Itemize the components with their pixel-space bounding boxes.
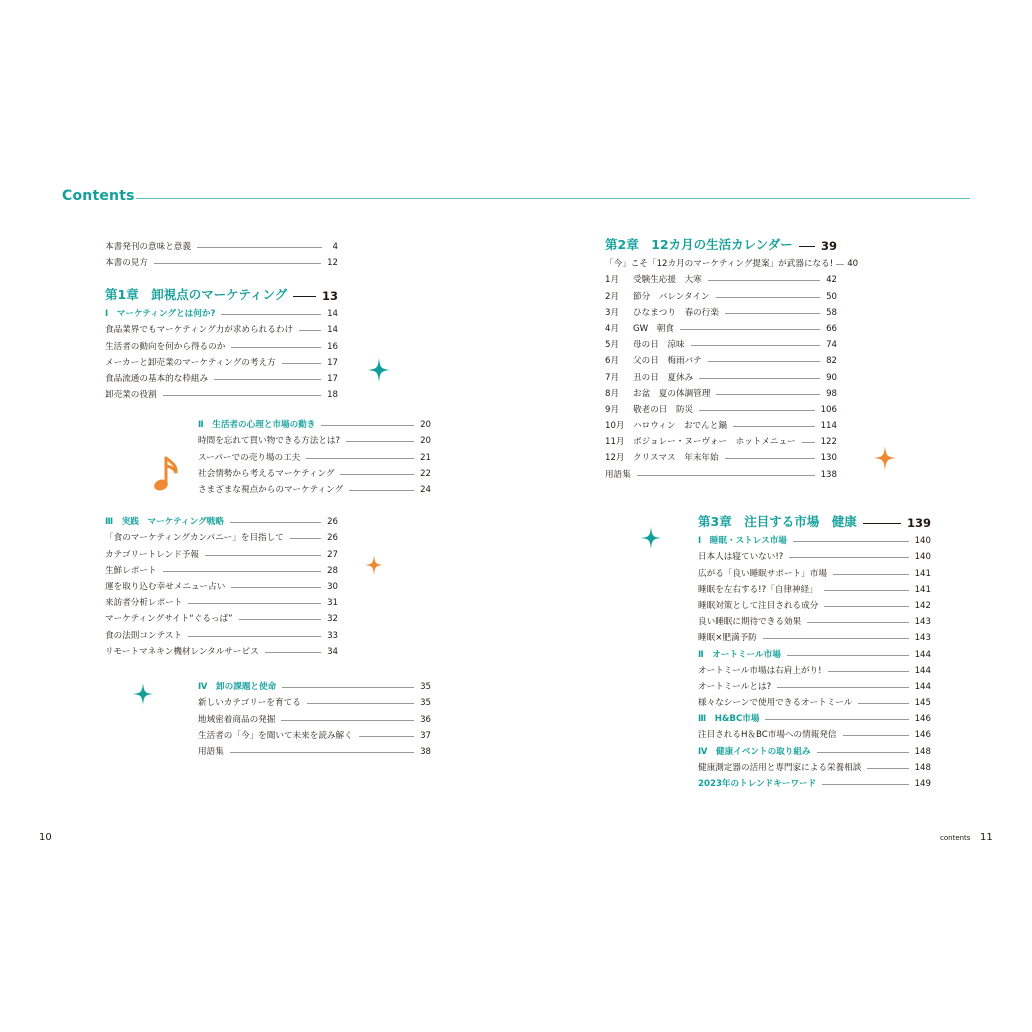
toc-label: 用語集 [198, 746, 224, 757]
leader [231, 347, 321, 348]
toc-page: 66 [826, 323, 837, 334]
month-label: 6月 [605, 356, 620, 367]
toc-section-row[interactable] [698, 740, 931, 756]
toc-page: 145 [914, 698, 931, 709]
toc-label: マーケティングサイト“ぐるっぱ” [105, 614, 233, 625]
leader [637, 475, 815, 476]
leader [708, 280, 820, 281]
toc-page: 144 [914, 649, 931, 660]
toc-label: 様々なシーンで使用できるオートミール [698, 698, 853, 709]
calendar-month-row[interactable] [605, 383, 837, 399]
toc-section-row[interactable] [105, 303, 338, 319]
toc-row[interactable] [105, 335, 338, 351]
leader [789, 557, 908, 558]
toc-section-row[interactable] [198, 414, 431, 430]
chapter2-page: 39 [820, 239, 837, 253]
leader [163, 571, 321, 572]
toc-label: オートミール市場は右肩上がり! [698, 665, 822, 676]
toc-row[interactable] [698, 676, 931, 692]
toc-page: 146 [914, 714, 931, 725]
leader [858, 703, 908, 704]
toc-label: 社会情勢から考えるマーケティング [198, 468, 335, 479]
toc-row[interactable] [198, 479, 431, 495]
toc-chapter2 [605, 232, 859, 480]
chapter3-heading[interactable] [698, 509, 931, 530]
leader [793, 541, 909, 542]
toc-label: 食の法則コンテスト [105, 630, 183, 641]
toc-label: 節分 バレンタイン [633, 291, 710, 302]
toc-page: 144 [914, 665, 931, 676]
leader [282, 687, 414, 688]
toc-page: 30 [327, 581, 338, 592]
toc-page: 31 [327, 598, 338, 609]
toc-row[interactable] [105, 624, 338, 640]
toc-intro [105, 236, 338, 268]
toc-page: 122 [820, 437, 837, 448]
chapter1-title: 第1章 卸視点のマーケティング [105, 287, 288, 302]
leader [787, 655, 909, 656]
toc-page: 35 [420, 698, 431, 709]
chapter2-intro[interactable] [605, 253, 859, 270]
sparkle-icon [641, 527, 661, 549]
toc-label: お盆 夏の体調管理 [633, 388, 711, 399]
toc-label: 食品流通の基本的な枠組み [105, 373, 209, 384]
calendar-month-row[interactable] [605, 415, 837, 431]
calendar-month-row[interactable] [605, 334, 837, 350]
toc-row[interactable] [698, 546, 931, 562]
toc-page: 58 [826, 307, 837, 318]
month-label: 7月 [605, 372, 620, 383]
toc-chapter1 [105, 282, 338, 400]
calendar-month-row[interactable] [605, 366, 837, 382]
toc-row[interactable] [105, 252, 338, 268]
toc-row[interactable] [105, 368, 338, 384]
toc-page: 4 [332, 242, 338, 253]
toc-label: 広がる「良い睡眠サポート」市場 [698, 568, 827, 579]
toc-page: 17 [327, 373, 338, 384]
calendar-month-row[interactable] [605, 285, 837, 301]
leader [716, 394, 820, 395]
leader [340, 474, 414, 475]
toc-label: クリスマス 年末年始 [633, 453, 719, 464]
leader [699, 410, 814, 411]
month-label: 3月 [605, 307, 620, 318]
toc-page: 140 [914, 552, 931, 563]
leader [699, 378, 820, 379]
leader [867, 768, 908, 769]
leader [197, 247, 322, 248]
toc-label: 睡眠を左右する!?「自律神経」 [698, 584, 818, 595]
toc-label: 日本人は寝ていない!? [698, 552, 784, 563]
leader [282, 363, 321, 364]
toc-row[interactable] [198, 692, 431, 708]
toc-label: オートミールとは? [698, 681, 772, 692]
toc-page: 90 [826, 372, 837, 383]
toc-row[interactable] [198, 446, 431, 462]
toc-page: 26 [327, 533, 338, 544]
calendar-month-row[interactable] [605, 302, 837, 318]
toc-label: 新しいカテゴリーを育てる [198, 698, 301, 709]
leader [346, 441, 414, 442]
month-label: 1月 [605, 275, 620, 286]
toc-row[interactable] [198, 463, 431, 479]
toc-page: 22 [420, 468, 431, 479]
toc-page: 141 [914, 584, 931, 595]
toc-label: 敬老の日 防災 [633, 404, 694, 415]
toc-page: 38 [420, 746, 431, 757]
toc-label: Ⅳ 健康イベントの取り組み [698, 746, 811, 757]
toc-page: 21 [420, 452, 431, 463]
calendar-month-row[interactable] [605, 269, 837, 285]
toc-chapter1-sec4 [198, 676, 431, 757]
calendar-month-row[interactable] [605, 318, 837, 334]
toc-row[interactable] [105, 608, 338, 624]
month-label: 12月 [605, 453, 625, 464]
toc-page: 50 [826, 291, 837, 302]
leader [307, 703, 414, 704]
toc-label: Ⅰ 睡眠・ストレス市場 [698, 536, 787, 547]
toc-row[interactable] [698, 692, 931, 708]
toc-label: 運を取り込む幸せメニュー占い [105, 581, 226, 592]
toc-page: 35 [420, 682, 431, 693]
leader [299, 330, 321, 331]
toc-row[interactable] [198, 725, 431, 741]
toc-page: 12 [327, 258, 338, 269]
toc-row[interactable] [105, 592, 338, 608]
leader [833, 574, 909, 575]
month-label: 5月 [605, 340, 620, 351]
toc-row[interactable] [698, 773, 931, 789]
leader [359, 736, 414, 737]
sparkle-icon [368, 358, 390, 382]
chapter3-page: 139 [906, 516, 931, 530]
leader [163, 395, 321, 396]
toc-label: 母の日 涼味 [633, 340, 685, 351]
toc-page: 37 [420, 730, 431, 741]
toc-label: Ⅰ マーケティングとは何か? [105, 309, 216, 320]
footer-contents-label: contents [940, 834, 971, 842]
toc-label: 卸売業の役割 [105, 390, 157, 401]
toc-label: Ⅱ 生活者の心理と市場の動き [198, 420, 316, 431]
toc-page: 26 [327, 517, 338, 528]
leader [836, 264, 844, 265]
toc-page: 114 [820, 421, 837, 432]
toc-row[interactable] [198, 430, 431, 446]
toc-row[interactable] [698, 757, 931, 773]
toc-label: さまざまな視点からのマーケティング [198, 484, 344, 495]
month-label: 2月 [605, 291, 620, 302]
chapter2-heading[interactable] [605, 232, 837, 253]
toc-label: 2023年のトレンドキーワード [698, 779, 817, 789]
toc-row[interactable] [105, 543, 338, 559]
toc-page: 74 [826, 340, 837, 351]
toc-section-row[interactable] [698, 530, 931, 546]
leader [349, 490, 414, 491]
toc-label: 用語集 [605, 469, 631, 480]
toc-section-row[interactable] [698, 708, 931, 724]
toc-page: 146 [914, 730, 931, 741]
calendar-month-row[interactable] [605, 431, 837, 447]
toc-page: 28 [327, 565, 338, 576]
toc-label: ボジョレー・ヌーヴォー ホットメニュー [633, 437, 796, 448]
toc-label: 「今」こそ「12カ月のマーケティング提案」が武器になる! [605, 259, 834, 270]
toc-row[interactable] [105, 384, 338, 400]
toc-label: GW 朝食 [633, 323, 674, 334]
toc-page: 141 [914, 568, 931, 579]
toc-label: ハロウィン おでんと鍋 [633, 421, 727, 432]
toc-page: 138 [820, 469, 837, 480]
toc-section-row[interactable] [105, 511, 338, 527]
leader [231, 587, 321, 588]
leader [777, 687, 908, 688]
toc-label: Ⅳ 卸の課題と使命 [198, 682, 277, 693]
toc-page: 24 [420, 484, 431, 495]
chapter1-heading[interactable] [105, 282, 338, 303]
toc-chapter1-sec3 [105, 511, 338, 657]
leader [828, 671, 909, 672]
leader [306, 458, 414, 459]
toc-page: 32 [327, 614, 338, 625]
leader [843, 735, 909, 736]
toc-row[interactable] [198, 741, 431, 757]
leader [765, 719, 908, 720]
toc-page: 143 [914, 617, 931, 628]
toc-label: 受験生応援 大寒 [633, 275, 702, 286]
leader [214, 379, 321, 380]
leader [824, 590, 909, 591]
toc-label: メーカーと卸売業のマーケティングの考え方 [105, 357, 276, 368]
toc-page: 18 [327, 390, 338, 401]
toc-page: 144 [914, 681, 931, 692]
leader [230, 522, 321, 523]
toc-row[interactable] [105, 319, 338, 335]
toc-label: ひなまつり 春の行楽 [633, 307, 719, 318]
toc-page: 148 [914, 746, 931, 757]
header-rule [136, 198, 970, 199]
toc-row[interactable] [698, 595, 931, 611]
toc-page: 36 [420, 714, 431, 725]
toc-label: 良い睡眠に期待できる効果 [698, 617, 802, 628]
toc-page: 14 [327, 309, 338, 320]
toc-label: 本書発刊の意味と意義 [105, 242, 191, 253]
toc-label: 地域密着商品の発掘 [198, 714, 276, 725]
toc-label: 生鮮レポート [105, 565, 157, 576]
chapter2-title: 第2章 12カ月の生活カレンダー [605, 237, 793, 252]
leader [239, 619, 321, 620]
toc-page: 27 [327, 549, 338, 560]
leader [733, 426, 815, 427]
toc-row[interactable] [105, 527, 338, 543]
leader [763, 638, 909, 639]
toc-row[interactable] [105, 352, 338, 368]
toc-page: 149 [914, 779, 931, 789]
leader [822, 784, 908, 785]
toc-row[interactable] [698, 611, 931, 627]
toc-label: 丑の日 夏休み [633, 372, 694, 383]
chapter2-glossary[interactable] [605, 463, 837, 479]
toc-label: スーパーでの売り場の工夫 [198, 452, 301, 463]
toc-page: 140 [914, 536, 931, 547]
toc-page: 14 [327, 325, 338, 336]
toc-label: 本書の見方 [105, 258, 148, 269]
sparkle-icon [365, 555, 383, 575]
toc-label: 生活者の「今」を聞いて未来を読み解く [198, 730, 353, 741]
leader [799, 246, 815, 247]
toc-label: 食品業界でもマーケティング力が求められるわけ [105, 325, 294, 336]
toc-row[interactable] [698, 660, 931, 676]
toc-row[interactable] [105, 576, 338, 592]
calendar-month-row[interactable] [605, 350, 837, 366]
toc-page: 130 [820, 453, 837, 464]
toc-page: 16 [327, 341, 338, 352]
toc-row[interactable] [105, 560, 338, 576]
leader [154, 263, 321, 264]
toc-label: 睡眠×肥満予防 [698, 633, 757, 644]
leader [708, 361, 820, 362]
toc-row[interactable] [198, 708, 431, 724]
leader [293, 296, 316, 297]
leader [725, 313, 820, 314]
leader [817, 752, 909, 753]
toc-label: 時間を忘れて買い物できる方法とは? [198, 436, 341, 447]
leader [221, 314, 321, 315]
toc-row[interactable] [105, 641, 338, 657]
leader [205, 555, 321, 556]
leader [807, 622, 908, 623]
toc-label: リモートマネキン機材レンタルサービス [105, 646, 259, 657]
toc-page: 98 [826, 388, 837, 399]
left-page-number: 10 [39, 832, 52, 843]
toc-section-row[interactable] [198, 676, 431, 692]
sparkle-icon [133, 683, 153, 705]
leader [230, 752, 414, 753]
leader [265, 652, 321, 653]
toc-row[interactable] [698, 562, 931, 578]
leader [281, 720, 414, 721]
toc-page: 33 [327, 630, 338, 641]
contents-title: Contents [62, 188, 135, 204]
toc-label: 「食のマーケティングカンパニー」を目指して [105, 533, 284, 544]
leader [716, 297, 820, 298]
toc-page: 34 [327, 646, 338, 657]
toc-label: 父の日 梅雨バテ [633, 356, 702, 367]
toc-label: カテゴリートレンド予報 [105, 549, 199, 560]
month-label: 10月 [605, 421, 625, 432]
sparkle-icon [874, 446, 896, 470]
leader [290, 538, 321, 539]
leader [725, 458, 815, 459]
toc-label: 生活者の動向を何から得るのか [105, 341, 226, 352]
month-label: 9月 [605, 404, 620, 415]
music-note-icon [152, 456, 182, 494]
toc-page: 20 [420, 436, 431, 447]
toc-row[interactable] [698, 579, 931, 595]
leader [188, 603, 321, 604]
chapter3-title: 第3章 注目する市場 健康 [698, 514, 857, 529]
toc-section-row[interactable] [698, 643, 931, 659]
toc-chapter3 [698, 509, 931, 789]
toc-page: 143 [914, 633, 931, 644]
toc-label: Ⅲ H&BC市場 [698, 714, 760, 725]
toc-row[interactable] [698, 724, 931, 740]
calendar-month-row[interactable] [605, 399, 837, 415]
toc-label: 健康測定器の活用と専門家による栄養相談 [698, 762, 862, 773]
toc-row[interactable] [105, 236, 338, 252]
toc-page: 17 [327, 357, 338, 368]
chapter1-page: 13 [321, 289, 338, 303]
toc-label: 注目されるH＆BC市場への情報発信 [698, 730, 837, 741]
leader [691, 345, 820, 346]
toc-page: 20 [420, 420, 431, 431]
leader [824, 606, 908, 607]
toc-page: 40 [847, 259, 859, 270]
toc-page: 106 [820, 404, 837, 415]
right-page-number: 11 [980, 832, 993, 843]
month-label: 8月 [605, 388, 620, 399]
leader [680, 329, 820, 330]
toc-label: 睡眠対策として注目される成分 [698, 600, 819, 611]
month-label: 11月 [605, 437, 625, 448]
toc-label: 来訪者分析レポート [105, 598, 183, 609]
toc-page: 42 [826, 275, 837, 286]
leader [863, 523, 901, 524]
toc-row[interactable] [698, 627, 931, 643]
month-label: 4月 [605, 323, 620, 334]
toc-chapter1-sec2 [198, 414, 431, 495]
toc-page: 148 [914, 762, 931, 773]
toc-page: 82 [826, 356, 837, 367]
leader [321, 425, 414, 426]
toc-label: Ⅱ オートミール市場 [698, 649, 781, 660]
calendar-month-row[interactable] [605, 447, 837, 463]
leader [802, 442, 815, 443]
leader [188, 636, 321, 637]
toc-label: Ⅲ 実践 マーケティング戦略 [105, 517, 224, 528]
toc-page: 142 [914, 600, 931, 611]
